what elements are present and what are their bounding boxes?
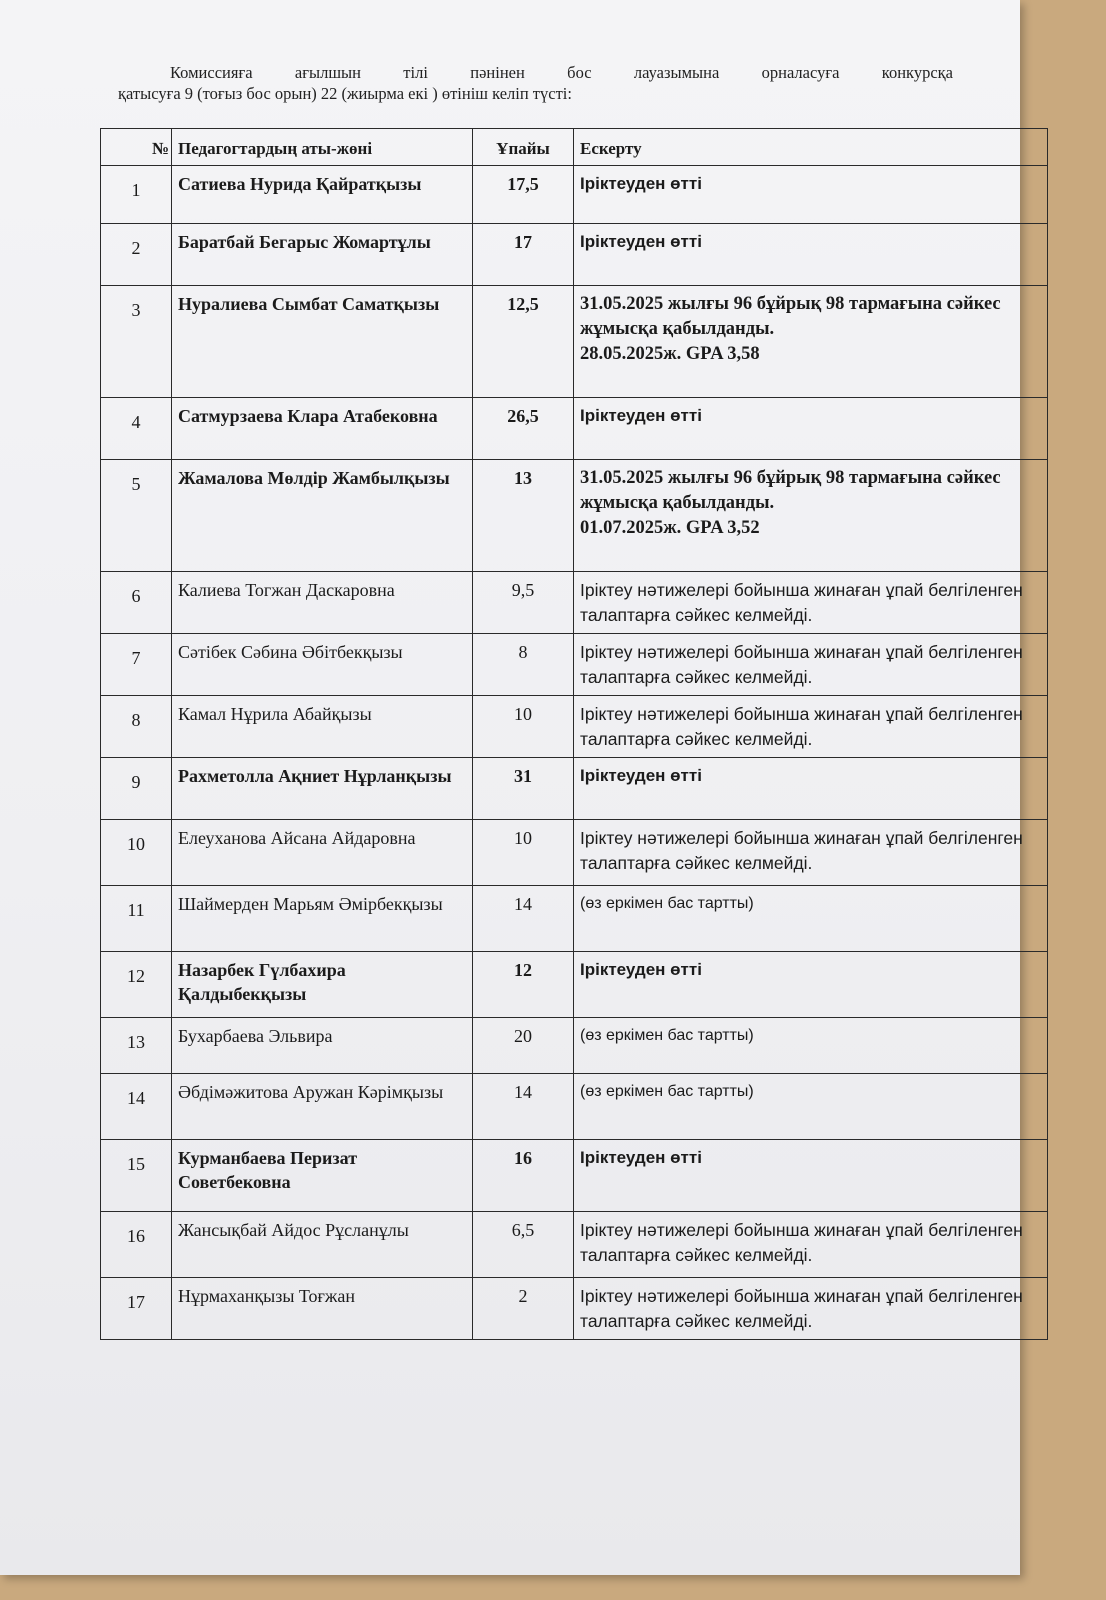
teacher-name: Елеуханова Айсана Айдаровна — [172, 820, 473, 886]
note — [574, 886, 1048, 952]
row-number: 5 — [101, 460, 172, 572]
note — [574, 696, 1048, 758]
note — [574, 820, 1048, 886]
score: 14 — [473, 1074, 574, 1140]
note — [574, 634, 1048, 696]
score: 12,5 — [473, 286, 574, 398]
score: 26,5 — [473, 398, 574, 460]
teacher-name: Камал Нұрила Абайқызы — [172, 696, 473, 758]
row-number: 12 — [101, 952, 172, 1018]
table-row — [101, 696, 1048, 758]
note-line: Іріктеу нәтижелері бойынша жинаған ұпай белгіленген талаптарға сәйкес келмейді. — [580, 704, 1023, 749]
row-number: 4 — [101, 398, 172, 460]
row-number: 7 — [101, 634, 172, 696]
row-number: 8 — [101, 696, 172, 758]
teacher-name: Назарбек Гүлбахира Қалдыбекқызы — [172, 952, 473, 1018]
table-body — [101, 166, 1048, 1340]
score: 20 — [473, 1018, 574, 1074]
note-line: Іріктеу нәтижелері бойынша жинаған ұпай белгіленген талаптарға сәйкес келмейді. — [580, 1286, 1023, 1331]
note-line: Іріктеуден өтті — [580, 232, 702, 251]
teacher-name: Жамалова Мөлдір Жамбылқызы — [172, 460, 473, 572]
note — [574, 460, 1048, 572]
table-row — [101, 166, 1048, 224]
teacher-name: Нуралиева Сымбат Саматқызы — [172, 286, 473, 398]
note-line: (өз еркімен бас тартты) — [580, 895, 754, 912]
note-line: 01.07.2025ж. GPA 3,52 — [580, 518, 760, 538]
row-number: 9 — [101, 758, 172, 820]
note — [574, 166, 1048, 224]
note — [574, 1212, 1048, 1278]
note-line: (өз еркімен бас тартты) — [580, 1027, 754, 1044]
header-number: № — [101, 129, 172, 166]
note — [574, 286, 1048, 398]
applicants-table — [100, 128, 1048, 1340]
note-line: Іріктеу нәтижелері бойынша жинаған ұпай белгіленген талаптарға сәйкес келмейді. — [580, 1220, 1023, 1265]
score: 16 — [473, 1140, 574, 1212]
row-number: 15 — [101, 1140, 172, 1212]
note-line: 31.05.2025 жылғы 96 бұйрық 98 тармағына сәйкес жұмысқа қабылданды. — [580, 468, 1001, 513]
note — [574, 572, 1048, 634]
table-row — [101, 634, 1048, 696]
teacher-name: Әбдімәжитова Аружан Кәрімқызы — [172, 1074, 473, 1140]
note-line: Іріктеу нәтижелері бойынша жинаған ұпай белгіленген талаптарға сәйкес келмейді. — [580, 828, 1023, 873]
table-row — [101, 460, 1048, 572]
table-row — [101, 820, 1048, 886]
note-line: 28.05.2025ж. GPA 3,58 — [580, 344, 760, 364]
row-number: 16 — [101, 1212, 172, 1278]
score: 9,5 — [473, 572, 574, 634]
note — [574, 1018, 1048, 1074]
table-row — [101, 1278, 1048, 1340]
score: 6,5 — [473, 1212, 574, 1278]
row-number: 3 — [101, 286, 172, 398]
row-number: 13 — [101, 1018, 172, 1074]
note — [574, 952, 1048, 1018]
note-line: 31.05.2025 жылғы 96 бұйрық 98 тармағына сәйкес жұмысқа қабылданды. — [580, 294, 1001, 339]
table-header-row — [101, 129, 1048, 166]
note — [574, 1140, 1048, 1212]
teacher-name: Сәтібек Сәбина Әбітбекқызы — [172, 634, 473, 696]
row-number: 10 — [101, 820, 172, 886]
header-score: Ұпайы — [473, 129, 574, 166]
table-row — [101, 952, 1048, 1018]
note-line: Іріктеуден өтті — [580, 406, 702, 425]
header-note: Ескерту — [574, 129, 1048, 166]
score: 17 — [473, 224, 574, 286]
note-line: (өз еркімен бас тартты) — [580, 1083, 754, 1100]
table-row — [101, 398, 1048, 460]
table-row — [101, 886, 1048, 952]
teacher-name: Курманбаева Перизат Советбековна — [172, 1140, 473, 1212]
header-name: Педагогтардың аты-жөні — [172, 129, 473, 166]
note — [574, 224, 1048, 286]
teacher-name: Нұрмаханқызы Тоғжан — [172, 1278, 473, 1340]
intro-line-2: қатысуға 9 (тоғыз бос орын) 22 (жиырма екі ) өтініш келіп түсті: — [118, 84, 572, 103]
teacher-name: Жансықбай Айдос Рұсланұлы — [172, 1212, 473, 1278]
score: 2 — [473, 1278, 574, 1340]
note-line: Іріктеуден өтті — [580, 766, 702, 785]
row-number: 17 — [101, 1278, 172, 1340]
table-row — [101, 1074, 1048, 1140]
score: 10 — [473, 696, 574, 758]
table-row — [101, 758, 1048, 820]
row-number: 6 — [101, 572, 172, 634]
note — [574, 398, 1048, 460]
note-line: Іріктеу нәтижелері бойынша жинаған ұпай белгіленген талаптарға сәйкес келмейді. — [580, 580, 1023, 625]
score: 31 — [473, 758, 574, 820]
teacher-name: Бухарбаева Эльвира — [172, 1018, 473, 1074]
teacher-name: Шаймерден Марьям Әмірбекқызы — [172, 886, 473, 952]
note-line: Іріктеуден өтті — [580, 174, 702, 193]
teacher-name: Рахметолла Ақниет Нұрланқызы — [172, 758, 473, 820]
note — [574, 1278, 1048, 1340]
table-row — [101, 572, 1048, 634]
row-number: 14 — [101, 1074, 172, 1140]
note — [574, 1074, 1048, 1140]
score: 14 — [473, 886, 574, 952]
teacher-name: Сатмурзаева Клара Атабековна — [172, 398, 473, 460]
note-line: Іріктеуден өтті — [580, 1148, 702, 1167]
score: 17,5 — [473, 166, 574, 224]
note-line: Іріктеу нәтижелері бойынша жинаған ұпай белгіленген талаптарға сәйкес келмейді. — [580, 642, 1023, 687]
row-number: 1 — [101, 166, 172, 224]
intro-paragraph — [118, 62, 953, 104]
score: 13 — [473, 460, 574, 572]
table-row — [101, 224, 1048, 286]
table-row — [101, 286, 1048, 398]
score: 10 — [473, 820, 574, 886]
teacher-name: Калиева Тогжан Даскаровна — [172, 572, 473, 634]
intro-line-1: Комиссияға ағылшын тілі пәнінен бос лауазымына орналасуға конкурсқа — [170, 63, 953, 82]
note — [574, 758, 1048, 820]
table-row — [101, 1140, 1048, 1212]
teacher-name: Баратбай Бегарыс Жомартұлы — [172, 224, 473, 286]
row-number: 2 — [101, 224, 172, 286]
teacher-name: Сатиева Нурида Қайратқызы — [172, 166, 473, 224]
row-number: 11 — [101, 886, 172, 952]
table-row — [101, 1018, 1048, 1074]
score: 12 — [473, 952, 574, 1018]
note-line: Іріктеуден өтті — [580, 960, 702, 979]
table-row — [101, 1212, 1048, 1278]
score: 8 — [473, 634, 574, 696]
